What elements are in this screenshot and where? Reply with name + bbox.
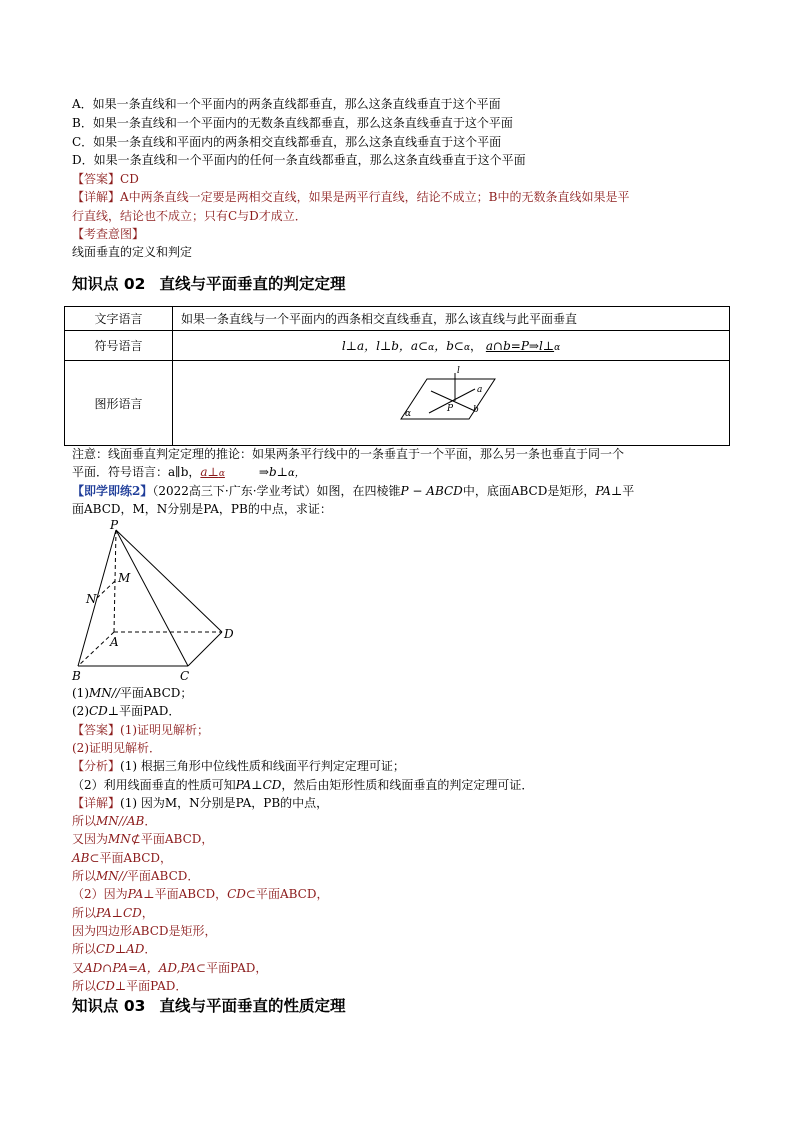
detail-math: MN//	[96, 869, 127, 883]
part-1	[72, 685, 192, 702]
detail-math: MN⊄	[108, 832, 141, 846]
section-number: 知识点 02	[72, 275, 146, 293]
detail-text: 平面PAD．	[126, 979, 188, 993]
label-n: N	[86, 592, 97, 606]
section-number: 知识点 03	[72, 997, 146, 1015]
label-c: C	[180, 669, 190, 683]
note-text: ⇒b⊥	[258, 465, 288, 479]
q2-text: 平	[622, 484, 635, 498]
detail-text: 所以	[72, 906, 97, 920]
option-d: D．如果一条直线和一个平面内的任何一条直线都垂直，那么这条直线垂直于这个平面	[72, 153, 526, 167]
detail-text: ．	[144, 942, 157, 956]
table-row	[65, 361, 730, 446]
detail-text: 平面ABCD，	[255, 887, 329, 901]
theorem-table	[64, 306, 730, 446]
label-p: P	[110, 518, 119, 532]
answer-tag: 【答案】	[72, 723, 121, 737]
part-math: CD⊥	[89, 704, 120, 718]
detail-text: （2）因为	[72, 887, 128, 901]
table-row	[65, 331, 730, 361]
note-line-1: 注意：线面垂直判定定理的推论：如果两条平行线中的一条垂直于一个平面，那么另一条也垂直于同一个	[72, 447, 625, 461]
detail-math: PA⊥CD	[96, 906, 142, 920]
analysis-text: (1) 根据三角形中位线性质和线面平行判定定理可证；	[120, 759, 405, 773]
q2-detail-10	[72, 960, 267, 977]
edge-cd	[188, 632, 222, 666]
part-text: (2)	[72, 704, 89, 718]
symbol-text: l⊥a，l⊥b，a⊂	[341, 339, 429, 353]
detail-text: 平面PAD，	[206, 961, 268, 975]
note-blank: a⊥	[200, 465, 219, 479]
option-c: C．如果一条直线和平面内的两条相交直线都垂直，那么这条直线垂直于这个平面	[72, 135, 502, 149]
q2-detail-11	[72, 978, 187, 995]
q2-detail-3	[72, 831, 213, 848]
label-b: b	[473, 405, 479, 415]
table-label: 符号语言	[65, 331, 173, 361]
detail-tag: 【详解】	[72, 796, 121, 810]
option-a: A．如果一条直线和一个平面内的两条直线都垂直，那么这条直线垂直于这个平面	[72, 97, 501, 111]
label-b: B	[72, 669, 81, 683]
detail-line-1	[72, 189, 630, 206]
table-label: 图形语言	[65, 361, 173, 446]
label-a: a	[477, 385, 483, 395]
part-2	[72, 703, 180, 720]
symbol-text: ，b⊂	[434, 339, 464, 353]
analysis-tag: 【分析】	[72, 759, 121, 773]
section-title: 直线与平面垂直的性质定理	[159, 997, 346, 1015]
q2-detail-4	[72, 850, 172, 867]
label-d: D	[224, 627, 234, 641]
q2-answer-2: (2)证明见解析．	[72, 741, 161, 755]
label-m: M	[118, 571, 131, 585]
detail-text: 平面ABCD，	[154, 887, 228, 901]
q2-math: P − ABCD	[400, 484, 463, 498]
note-text: α，	[287, 468, 305, 479]
answer-value: CD	[120, 172, 139, 186]
detail-text: 所以	[72, 942, 97, 956]
q2-analysis-1	[72, 758, 405, 775]
alpha-symbol: α	[554, 343, 561, 353]
q2-detail-1	[72, 795, 328, 812]
label-l: l	[457, 366, 460, 376]
perpendicular-plane-figure	[173, 361, 729, 445]
analysis-text: （2）利用线面垂直的性质可知	[72, 778, 236, 792]
table-row	[65, 307, 730, 331]
detail-text: 平面ABCD．	[126, 869, 200, 883]
detail-text: (1) 因为M，N分别是PA，PB的中点，	[120, 796, 329, 810]
option-b: B．如果一条直线和一个平面内的无数条直线都垂直，那么这条直线垂直于这个平面	[72, 116, 513, 130]
part-text: 平面ABCD；	[119, 686, 193, 700]
symbol-text: a∩b=P⇒l⊥	[485, 339, 555, 353]
q2-math: PA⊥	[595, 484, 623, 498]
q2-detail-6	[72, 886, 328, 903]
detail-math: CD⊂	[227, 887, 256, 901]
note-line-2	[72, 464, 305, 483]
q2-analysis-2	[72, 777, 533, 794]
edge-pd	[116, 530, 222, 632]
q2-detail-7	[72, 905, 154, 922]
detail-math: CD⊥AD	[96, 942, 145, 956]
part-math: MN//	[89, 686, 120, 700]
label-p: P	[447, 404, 454, 414]
q2-detail-2	[72, 813, 156, 830]
symbol-text: ，	[470, 339, 483, 353]
detail-text: 又因为	[72, 832, 109, 846]
section-title: 直线与平面垂直的判定定理	[159, 275, 346, 293]
detail-text: 所以	[72, 814, 97, 828]
section-heading-03	[72, 994, 345, 1016]
detail-text: 平面ABCD，	[99, 851, 173, 865]
q2-answer-1	[72, 722, 209, 739]
q2-text: （2022高三下·广东·学业考试）如图，在四棱锥	[152, 484, 401, 498]
label-a: A	[110, 635, 119, 649]
detail-text: A中两条直线一定要是两相交直线，如果是两平行直线，结论不成立；B中的无数条直线如果是平	[120, 190, 630, 204]
table-cell	[173, 361, 730, 446]
answer-text: (1)证明见解析；	[120, 723, 210, 737]
q2-line-2: 面ABCD，M，N分别是PA，PB的中点，求证：	[72, 502, 332, 516]
part-text: 平面PAD．	[119, 704, 181, 718]
table-cell: 如果一条直线与一个平面内的西条相交直线垂直，那么该直线与此平面垂直	[173, 307, 730, 331]
detail-math: MN//AB	[96, 814, 145, 828]
detail-tag: 【详解】	[72, 190, 121, 204]
pyramid-figure	[70, 518, 240, 684]
detail-text: 又	[72, 961, 85, 975]
q2-detail-9	[72, 941, 156, 958]
section-heading-02	[72, 272, 345, 294]
table-label: 文字语言	[65, 307, 173, 331]
answer-line	[72, 171, 139, 188]
part-text: (1)	[72, 686, 89, 700]
answer-tag: 【答案】	[72, 172, 121, 186]
label-alpha: α	[405, 409, 412, 419]
q2-detail-8: 因为四边形ABCD是矩形，	[72, 924, 217, 938]
detail-math: PA⊥	[127, 887, 155, 901]
detail-text: 所以	[72, 979, 97, 993]
analysis-math: PA⊥CD	[235, 778, 282, 792]
edge-ab	[78, 632, 114, 666]
detail-text: 所以	[72, 869, 97, 883]
detail-text: 平面ABCD，	[140, 832, 214, 846]
alpha-symbol: α	[428, 343, 435, 353]
q2-text: 中，底面ABCD是矩形，	[462, 484, 596, 498]
alpha-symbol: α	[463, 343, 471, 353]
detail-line-2: 行直线，结论也不成立；只有C与D才成立．	[72, 209, 307, 223]
practice-tag: 【即学即练2】	[72, 484, 153, 498]
q2-line-1	[72, 483, 634, 500]
analysis-text: ，然后由矩形性质和线面垂直的判定定理可证．	[281, 778, 534, 792]
detail-text: ．	[144, 814, 157, 828]
detail-math: AD∩PA=A，AD,PA⊂	[84, 961, 207, 975]
intent-text: 线面垂直的定义和判定	[72, 245, 193, 259]
q2-detail-5	[72, 868, 199, 885]
table-cell	[173, 331, 730, 361]
note-blank: α	[218, 469, 225, 479]
detail-math: CD⊥	[96, 979, 127, 993]
note-text: 平面．符号语言：a∥b，	[72, 465, 201, 479]
edge-pc	[116, 530, 188, 666]
detail-math: AB⊂	[72, 851, 100, 865]
detail-text: ，	[141, 906, 154, 920]
intent-tag: 【考查意图】	[72, 227, 145, 241]
